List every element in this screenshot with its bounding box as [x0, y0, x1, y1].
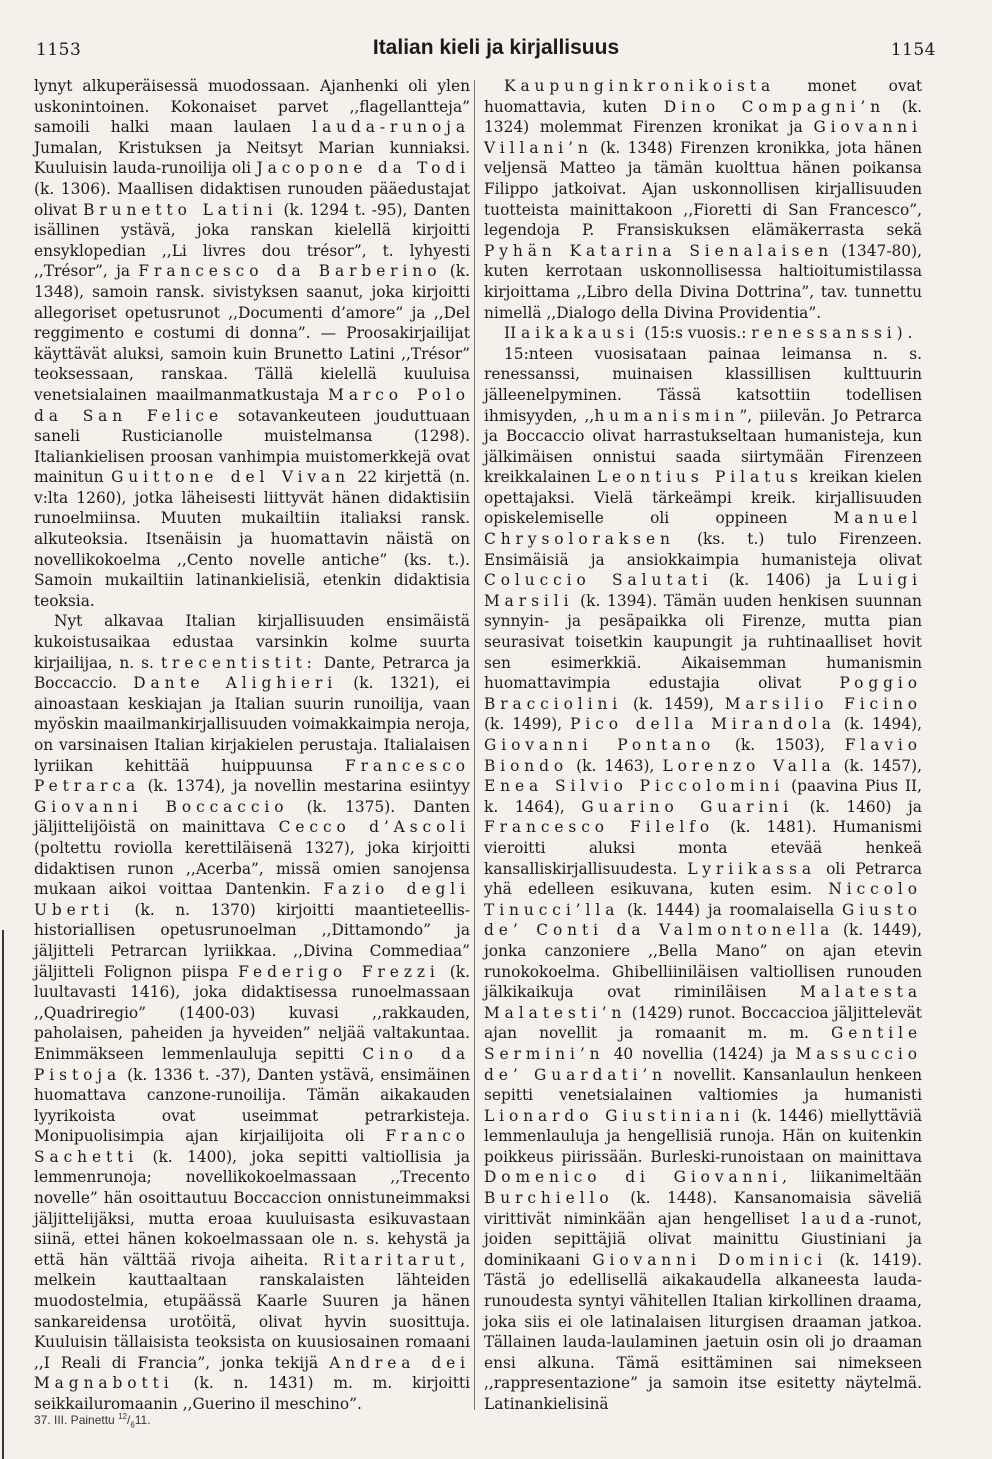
- left-column: [34, 76, 470, 1415]
- section-heading: II aikakausi (15:s vuosis.: renessanssi).: [504, 324, 918, 343]
- right-column: [484, 76, 922, 1415]
- page-number-right: 1154: [890, 40, 936, 60]
- paragraph: 15:nteen vuosisataan painaa leimansa n. s. renessanssi, muinaisen klassillisen kulttuurin jälleenelpyminen. Tässä katsottiin todellisen ihmisyyden, ,,humanismin”, piilevän. Jo Petrarca ja Boccaccio olivat harrastukseltaan humanisteja, kun jälkimäisen onnistui saada siirtymään Firenzeen kreikkalainen Leontius Pilatus kreikan kielen opettajaksi. Vielä tärkeämpi kreik. kirjallisuuden opiskelemiselle oli oppineen Manuel Chrysoloraksen (ks. t.) tulo Firenzeen. Ensimäisiä ja ansiokkaimpia humanisteja olivat Coluccio Salutati (k. 1406) ja Luigi Marsili (k. 1394). Tämän uuden henkisen suunnan synnyin- ja pesäpaikka oli Firenze, mutta pian seurasivat toisetkin kaupungit ja ruhtinaalliset hovit sen esimerkkiä. Aikaisemman humanismin huomattavimpia edustajia olivat Poggio Bracciolini (k. 1459), Marsilio Ficino (k. 1499), Pico della Mirandola (k. 1494), Giovanni Pontano (k. 1503), Flavio Biondo (k. 1463), Lorenzo Valla (k. 1457), Enea Silvio Piccolomini (paavina Pius II, k. 1464), Guarino Guarini (k. 1460) ja Francesco Filelfo (k. 1481). Humanismi vieroitti aluksi monta etevää henkeä kansalliskirjallisuudesta. Lyriikassa oli Petrarca yhä edelleen esikuvana, kuten esim. Niccolo Tinucci’lla (k. 1444) ja roomalaisella Giusto de’ Conti da Valmontonella (k. 1449), jonka canzoniere ,,Bella Mano” on ajan etevin runokokoelma. Ghibelliiniläisen valtiollisen runouden jälkikaikuja ovat riminiläisen Malatesta Malatesti’n (1429) runot. Boccaccioa jäljittelevät ajan novellit ja romaanit m. m. Gentile Sermini’n 40 novellia (1424) ja Massuccio de’ Guardati’n novellit. Kansanlaulun henkeen sepitti venetsialainen valtiomies ja humanisti Lionardo Giustiniani (k. 1446) miellyttäviä lemmenlauluja ja hengellisiä runoja. Hän on kuitenkin poikkeus piirissään. Burleski-runoistaan on mainittava Domenico di Giovanni, liikanimeltään Burchiello (k. 1448). Kansanomaisia säveliä virittivät niminkään ajan hengelliset lauda-runot, joiden sepittäjiä olivat mainittu Giustiniani ja dominikaani Giovanni Dominici (k. 1419). Tästä jo edellisellä aikakaudella alkaneesta lauda-runoudesta syntyi vähitellen Italian kirkollinen draama, joka siis ei ole latinalaisen liturgisen draaman jatkoa. Tällainen lauda-laulaminen jaetuin osin oli jo draaman ensi alkuna. Tämä esittäminen sai nimekseen ,,rappresentazione” ja samoin itse esitetty näytelmä. Latinankielisinä: [484, 344, 923, 1413]
- page-edge-shadow: [2, 930, 4, 1459]
- paragraph: Nyt alkavaa Italian kirjallisuuden ensimäistä kukoistusaikaa edustaa varsinkin kolme suurta kirjailijaa, n. s. trecentistit: Dante, Petrarca ja Boccaccio. Dante Alighieri (k. 1321), ei ainoastaan keskiajan ja Italian suurin runoilija, vaan myöskin maailmankirjallisuuden voimakkaimpia neroja, on varsinaisen Italian kirjakielen perustaja. Italialaisen lyriikan kehittää huippuunsa Francesco Petrarca (k. 1374), ja novellin mestarina esiintyy Giovanni Boccaccio (k. 1375). Danten jäljittelijöistä on mainittava Cecco d’Ascoli (poltettu roviolla kerettiläisenä 1327), joka kirjoitti didaktisen runon ,,Acerba”, missä omien sanojensa mukaan aikoi voittaa Dantenkin. Fazio degli Uberti (k. n. 1370) kirjoitti maantieteellis-historiallisen opetusrunoelman ,,Dittamondo” ja jäljitteli Petrarcan lyriikkaa. ,,Divina Commediaa” jäljitteli Folignon piispa Federigo Frezzi (k. luultavasti 1416), joka didaktisessa runoelmassaan ,,Quadriregio” (1400-03) kuvasi ,,rakkauden, paholaisen, paheiden ja hyveiden” neljää valtakuntaa. Enimmäkseen lemmenlauluja sepitti Cino da Pistoja (k. 1336 t. -37), Danten ystävä, ensimäinen huomattava canzone-runoilija. Tämän aikakauden lyyrikoista ovat useimmat petrarkisteja. Monipuolisimpia ajan kirjailijoita oli Franco Sachetti (k. 1400), joka sepitti valtiollisia ja lemmenrunoja; novellikokoelmassaan ,,Trecento novelle” hän osoittautuu Boccaccion onnistuneimmaksi jäljittelijäksi, mutta eroaa kuuluisasta esikuvastaan siinä, ettei hänen kokoelmassaan ole n. s. kehystä ja että hän välttää rivoja aiheita. Ritaritarut, melkein kauttaaltaan ranskalaisten lähteiden muodostelmia, etupäässä Kaarle Suuren ja hänen sankareidensa urotöitä, olivat hyvin suosittuja. Kuuluisin tällaisista teoksista on kuusiosainen romaani ,,I Reali di Francia”, jonka tekijä Andrea dei Magnabotti (k. n. 1431) m. m. kirjoitti seikkailuromaanin ,,Guerino il meschino”.: [34, 612, 470, 1413]
- printer-signature: 37. III. Painettu $^{12}/_611$.: [34, 1412, 151, 1430]
- paragraph: Kaupunginkronikoista monet ovat huomattavia, kuten Dino Compagni’n (k. 1324) molemmat Firenzen kronikat ja Giovanni Villani’n (k. 1348) Firenzen kronikka, jota hänen veljensä Matteo ja tämän kuolttua hänen poikansa Filippo jatkoivat. Ajan uskonnollisen kirjallisuuden tuotteista mainittakoon ,,Fioretti di San Francesco”, legendoja P. Fransiskuksen elämäkerrasta sekä Pyhän Katarina Sienalaisen (1347-80), kuten kerrotaan uskonnollisessa haltioitumistilassa kirjoittama ,,Libro della Divina Dottrina”, tav. tunnettu nimellä ,,Dialogo della Divina Providentia”.: [484, 77, 922, 322]
- page-number-left: 1153: [36, 40, 82, 60]
- paragraph: lynyt alkuperäisessä muodossaan. Ajanhenki oli ylen uskonintoinen. Kokonaiset parvet ,,flagellantteja” samoili halki maan laulaen lauda-runoja Jumalan, Kristuksen ja Neitsyt Marian kunniaksi. Kuuluisin lauda-runoilija oli Jacopone da Todi (k. 1306). Maallisen didaktisen runouden pääedustajat olivat Brunetto Latini (k. 1294 t. -95), Danten isällinen ystävä, joka ranskan kielellä kirjoitti ensyklopedian ,,Li livres dou trésor”, t. lyhyesti ,,Trésor”, ja Francesco da Barberino (k. 1348), samoin ransk. sivistyksen saanut, joka kirjoitti allegoriset opetusrunot ,,Documenti d’amore” ja ,,Del reggimento e costumi di donna”. — Proosakirjailijat käyttävät aluksi, samoin kuin Brunetto Latini ,,Trésor” teoksessaan, ranskaa. Tällä kielellä kuuluisa venetsialainen maailmanmatkustaja Marco Polo da San Felice sotavankeuteen jouduttuaan saneli Rusticianolle muistelmansa (1298). Italiankielisen proosan vanhimpia muistomerkkejä ovat mainitun Guittone del Vivan 22 kirjettä (n. v:lta 1260), jotka läheisesti liittyvät hänen didaktisiin runoelmiinsa. Muuten mukailtiin italiaksi ransk. alkuteoksia. Itsenäisin ja huomattavin näistä on novellikokoelma ,,Cento novelle antiche” (ks. t.). Samoin mukailtiin latinankielisiä, etenkin didaktisia teoksia.: [34, 77, 470, 610]
- column-divider: [474, 80, 475, 1410]
- page-title: Italian kieli ja kirjallisuus: [372, 36, 620, 59]
- page-header: [30, 36, 962, 66]
